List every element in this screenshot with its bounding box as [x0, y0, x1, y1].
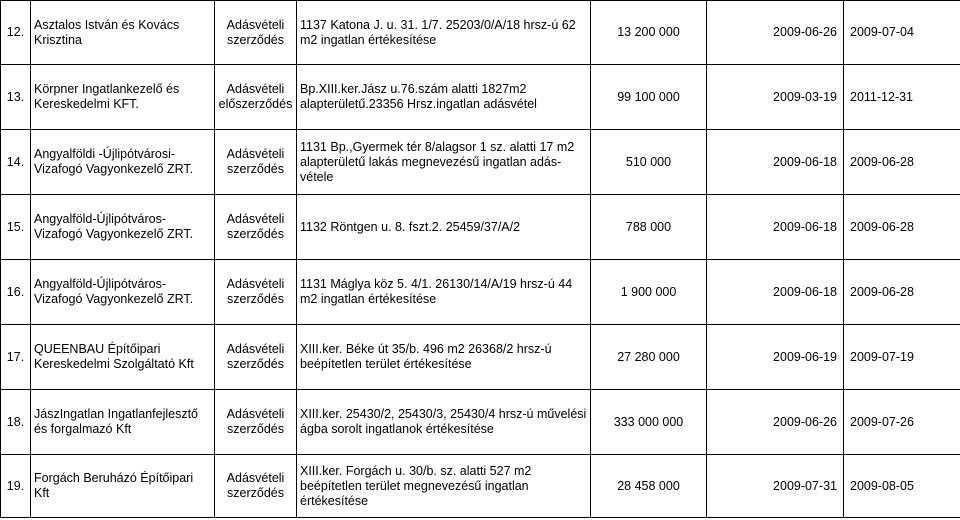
- row-number-text: 12.: [6, 25, 25, 39]
- contract-type-line: Adásvételi: [226, 277, 285, 291]
- contract-date-to-text: 2009-06-28: [850, 284, 914, 299]
- contract-type-line: Adásvételi: [226, 147, 285, 161]
- contract-type: [215, 390, 297, 455]
- contract-date-to: [844, 390, 960, 455]
- row-number-text: 19.: [6, 478, 25, 493]
- contract-date-from-text: 2009-06-18: [773, 154, 837, 169]
- contract-date-to-text: 2009-08-05: [850, 478, 914, 493]
- contract-amount-text: 13 200 000: [617, 25, 680, 39]
- contract-party-line: Forgách Beruházó Építőipari: [34, 471, 194, 485]
- contract-party-line: Angyalföld-Újlipótváros-: [34, 212, 167, 226]
- row-number-text: 17.: [6, 349, 25, 364]
- contract-party-line: Körpner Ingatlankezelő és: [34, 82, 180, 96]
- contract-party-line: Angyalföld-Újlipótváros-: [34, 277, 167, 291]
- contract-subject-line: alapterületű lakás megnevezésű ingatlan adás-vétele: [300, 154, 562, 184]
- contract-date-to-text: 2009-06-28: [850, 219, 914, 234]
- contract-date-from: [707, 130, 844, 195]
- contract-subject-line: 1131 Máglya köz 5. 4/1. 26130/14/A/19 hrsz-ú 44: [300, 277, 573, 291]
- contract-date-from-text: 2009-03-19: [773, 89, 837, 104]
- contract-type-line: szerződés: [227, 227, 284, 241]
- table-row: [1, 455, 960, 518]
- contract-amount-text: 1 900 000: [620, 284, 677, 299]
- contract-date-to: [844, 1, 960, 65]
- contract-type-line: Adásvételi: [226, 471, 285, 485]
- contract-amount-text: 333 000 000: [613, 414, 684, 429]
- contract-type-line: szerződés: [227, 422, 284, 436]
- contract-party: [31, 65, 215, 130]
- contract-subject-line: 1137 Katona J. u. 31. 1/7. 25203/0/A/18 hrsz-ú 62: [300, 17, 576, 32]
- table-row: [1, 260, 960, 325]
- contract-party: [31, 195, 215, 260]
- contract-date-to: [844, 130, 960, 195]
- row-number: [1, 325, 31, 390]
- contract-subject-line: ágba sorolt ingatlanok értékesítése: [300, 422, 494, 436]
- contract-subject-line: XIII.ker. Forgách u. 30/b. sz. alatti 527 m2: [300, 463, 532, 478]
- contract-subject-line: m2 ingatlan értékesítése: [300, 32, 437, 47]
- contract-type-line: szerződés: [227, 486, 284, 500]
- contract-date-to: [844, 65, 960, 130]
- contract-party-line: Vizafogó Vagyonkezelő ZRT.: [34, 227, 194, 241]
- contract-subject-line: Bp.XIII.ker.Jász u.76.szám alatti 1827m2: [300, 82, 527, 96]
- row-number: [1, 455, 31, 518]
- table-row: [1, 130, 960, 195]
- contract-date-from: [707, 195, 844, 260]
- contract-party-line: Kereskedelmi KFT.: [34, 97, 139, 111]
- contract-party-line: Angyalföldi -Újlipótvárosi-: [34, 147, 176, 161]
- contract-date-from: [707, 65, 844, 130]
- row-number: [1, 260, 31, 325]
- row-number-text: 14.: [6, 154, 25, 169]
- contract-type-line: Adásvételi: [226, 407, 285, 421]
- contract-subject: [297, 325, 591, 390]
- contract-party: [31, 455, 215, 518]
- contract-date-from: [707, 325, 844, 390]
- contract-party: [31, 260, 215, 325]
- contract-date-to-text: 2011-12-31: [850, 89, 914, 104]
- contract-party-line: és forgalmazó Kft: [34, 422, 132, 436]
- table-row: [1, 1, 960, 65]
- contract-date-from: [707, 1, 844, 65]
- table-row: [1, 65, 960, 130]
- contract-subject-line: beépítetlen terület értékesítése: [300, 357, 472, 371]
- row-number-text: 18.: [6, 414, 25, 429]
- table-row: [1, 390, 960, 455]
- row-number: [1, 390, 31, 455]
- contract-amount-text: 788 000: [625, 219, 672, 234]
- contract-party: [31, 130, 215, 195]
- contracts-table-body: [1, 1, 960, 518]
- contract-date-from-text: 2009-06-18: [773, 284, 837, 299]
- contract-date-from-text: 2009-06-26: [773, 25, 837, 39]
- contract-subject: [297, 455, 591, 518]
- row-number: [1, 130, 31, 195]
- contract-subject: [297, 390, 591, 455]
- contract-type-line: szerződés: [227, 357, 284, 371]
- contract-type-line: Adásvételi: [226, 212, 285, 226]
- contract-date-to-text: 2009-07-04: [850, 25, 914, 39]
- row-number: [1, 1, 31, 65]
- contract-type-line: Adásvételi: [226, 342, 285, 356]
- contract-type: [215, 325, 297, 390]
- contract-party-line: Krisztina: [34, 32, 82, 47]
- contract-type-line: Adásvételi: [226, 82, 285, 96]
- contract-subject-line: m2 ingatlan értékesítése: [300, 292, 437, 306]
- contract-subject-line: alapterületű.23356 Hrsz.ingatlan adásvétel: [300, 97, 537, 111]
- contract-type: [215, 1, 297, 65]
- contract-type: [215, 130, 297, 195]
- contract-subject-line: 1132 Röntgen u. 8. fszt.2. 25459/37/A/2: [300, 219, 521, 234]
- contract-date-to-text: 2009-06-28: [850, 154, 914, 169]
- contract-subject-line: XIII.ker. 25430/2, 25430/3, 25430/4 hrsz-ú művelési: [300, 407, 587, 421]
- contract-subject: [297, 195, 591, 260]
- contract-type-line: előszerződés: [218, 97, 293, 111]
- row-number-text: 16.: [6, 284, 25, 299]
- contract-subject: [297, 1, 591, 65]
- contract-subject: [297, 130, 591, 195]
- contract-type: [215, 195, 297, 260]
- row-number: [1, 195, 31, 260]
- table-row: [1, 325, 960, 390]
- contract-party: [31, 390, 215, 455]
- contract-amount: [591, 1, 707, 65]
- contract-type-line: Adásvételi: [226, 17, 285, 32]
- contract-date-to: [844, 455, 960, 518]
- contract-amount-text: 510 000: [625, 154, 672, 169]
- contract-amount: [591, 325, 707, 390]
- contract-party: [31, 1, 215, 65]
- contract-subject: [297, 260, 591, 325]
- contract-date-from-text: 2009-07-31: [773, 478, 837, 493]
- contract-date-to-text: 2009-07-26: [850, 414, 914, 429]
- contract-amount: [591, 195, 707, 260]
- contract-date-to-text: 2009-07-19: [850, 349, 914, 364]
- table-row: [1, 195, 960, 260]
- contract-type-line: szerződés: [227, 162, 284, 176]
- contract-party-line: Asztalos István és Kovács: [34, 17, 180, 32]
- row-number: [1, 65, 31, 130]
- row-number-text: 13.: [6, 89, 25, 104]
- contract-party-line: Kereskedelmi Szolgáltató Kft: [34, 357, 194, 371]
- contract-date-from-text: 2009-06-18: [773, 219, 837, 234]
- contract-amount: [591, 390, 707, 455]
- contract-party-line: Kft: [34, 486, 50, 500]
- contract-date-to: [844, 260, 960, 325]
- contract-date-to: [844, 325, 960, 390]
- contract-amount: [591, 455, 707, 518]
- contract-date-from-text: 2009-06-26: [773, 414, 837, 429]
- contract-type-line: szerződés: [227, 32, 284, 47]
- contract-date-from: [707, 260, 844, 325]
- contract-party-line: Vizafogó Vagyonkezelő ZRT.: [34, 292, 194, 306]
- contract-subject-line: 1131 Bp.,Gyermek tér 8/alagsor 1 sz. alatti 17 m2: [300, 139, 575, 154]
- contract-type: [215, 260, 297, 325]
- contract-subject: [297, 65, 591, 130]
- row-number-text: 15.: [6, 219, 25, 234]
- contract-party: [31, 325, 215, 390]
- contract-subject-line: értékesítése: [300, 493, 369, 508]
- contract-amount: [591, 260, 707, 325]
- contract-amount-text: 28 458 000: [617, 478, 680, 493]
- contract-party-line: Vizafogó Vagyonkezelő ZRT.: [34, 162, 194, 176]
- contract-amount: [591, 130, 707, 195]
- contract-type: [215, 455, 297, 518]
- contract-date-from: [707, 390, 844, 455]
- contract-type-line: szerződés: [227, 292, 284, 306]
- contract-party-line: JászIngatlan Ingatlanfejlesztő: [34, 407, 198, 421]
- contract-date-from: [707, 455, 844, 518]
- contract-party-line: QUEENBAU Építőipari: [34, 342, 161, 356]
- contract-subject-line: beépítetlen terület megnevezésű ingatlan: [300, 478, 529, 493]
- contract-type: [215, 65, 297, 130]
- contract-date-to: [844, 195, 960, 260]
- contract-subject-line: XIII.ker. Béke út 35/b. 496 m2 26368/2 hrsz-ú: [300, 342, 552, 356]
- contract-amount-text: 27 280 000: [617, 349, 680, 364]
- contract-amount: [591, 65, 707, 130]
- contract-date-from-text: 2009-06-19: [773, 349, 837, 364]
- contract-amount-text: 99 100 000: [617, 89, 680, 104]
